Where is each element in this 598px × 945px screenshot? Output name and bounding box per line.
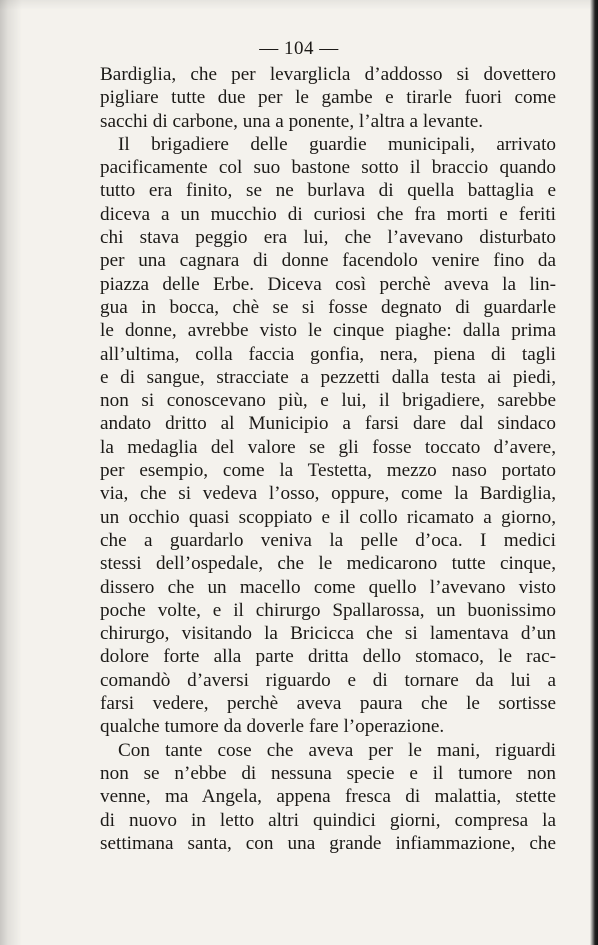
text-line: gua in bocca, chè se si fosse degnato di guardarle <box>100 296 556 318</box>
text-line: pacificamente col suo bastone sotto il braccio quando <box>100 157 556 179</box>
paragraph-start-line: Con tante cose che aveva per le mani, riguardi <box>118 739 556 761</box>
text-line: e di sangue, stracciate a pezzetti dalla testa ai piedi, <box>100 366 556 388</box>
text-line: che a guardarlo veniva la pelle d’oca. I medici <box>100 529 556 551</box>
text-line: dissero che un macello come quello l’avevano visto <box>100 576 556 598</box>
text-line: piazza delle Erbe. Diceva così perchè aveva la lin- <box>100 273 556 295</box>
text-line: non si conoscevano più, e lui, il brigadiere, sarebbe <box>100 390 556 412</box>
text-line: stessi dell’ospedale, che le medicarono tutte cinque, <box>100 553 556 575</box>
text-line: Bardiglia, che per levarglicla d’addosso si dovettero <box>100 64 556 85</box>
text-line: andato dritto al Municipio a farsi dare dal sindaco <box>100 413 556 435</box>
text-line: via, che si vedeva l’osso, oppure, come la Bardiglia, <box>100 483 556 505</box>
text-line: pigliare tutte due per le gambe e tirarle fuori come <box>100 87 556 109</box>
page-number: — 104 — <box>259 38 339 59</box>
text-line: settimana santa, con una grande infiammazione, che <box>100 832 556 854</box>
text-line: all’ultima, colla faccia gonfia, nera, piena di tagli <box>100 343 556 365</box>
text-line: per una cagnara di donne facendolo venire fino da <box>100 250 556 272</box>
text-line: di nuovo in letto altri quindici giorni, compresa la <box>100 809 556 831</box>
text-line: sacchi di carbone, una a ponente, l’altra a levante. <box>100 110 484 132</box>
paragraph-start-line: Il brigadiere delle guardie municipali, arrivato <box>118 133 556 155</box>
text-line: non se n’ebbe di nessuna specie e il tumore non <box>100 762 556 784</box>
text-line: un occhio quasi scoppiato e il collo ricamato a giorno, <box>100 506 556 528</box>
text-line: per esempio, come la Testetta, mezzo naso portato <box>100 460 556 482</box>
body-text <box>100 63 556 855</box>
text-line: venne, ma Angela, appena fresca di malattia, stette <box>100 786 556 808</box>
page-edge-shadow <box>590 0 598 945</box>
text-line: le donne, avrebbe visto le cinque piaghe: dalla prima <box>100 320 556 342</box>
text-line: tutto era finito, se ne burlava di quella battaglia e <box>100 180 556 202</box>
text-line: comandò d’aversi riguardo e di tornare da lui a <box>100 669 556 691</box>
text-line: dolore forte alla parte dritta dello stomaco, le rac- <box>100 646 556 668</box>
text-line: chi stava peggio era lui, che l’avevano disturbato <box>100 227 556 249</box>
text-line: farsi vedere, perchè aveva paura che le sortisse <box>100 693 556 715</box>
text-line: poche volte, e il chirurgo Spallarossa, un buonissimo <box>100 599 556 621</box>
text-line: qualche tumore da doverle fare l’operazione. <box>100 716 445 738</box>
text-line: diceva a un mucchio di curiosi che fra morti e feriti <box>100 203 556 225</box>
text-line: la medaglia del valore se gli fosse toccato d’avere, <box>100 436 556 458</box>
text-line: chirurgo, visitando la Bricicca che si lamentava d’un <box>100 623 556 645</box>
